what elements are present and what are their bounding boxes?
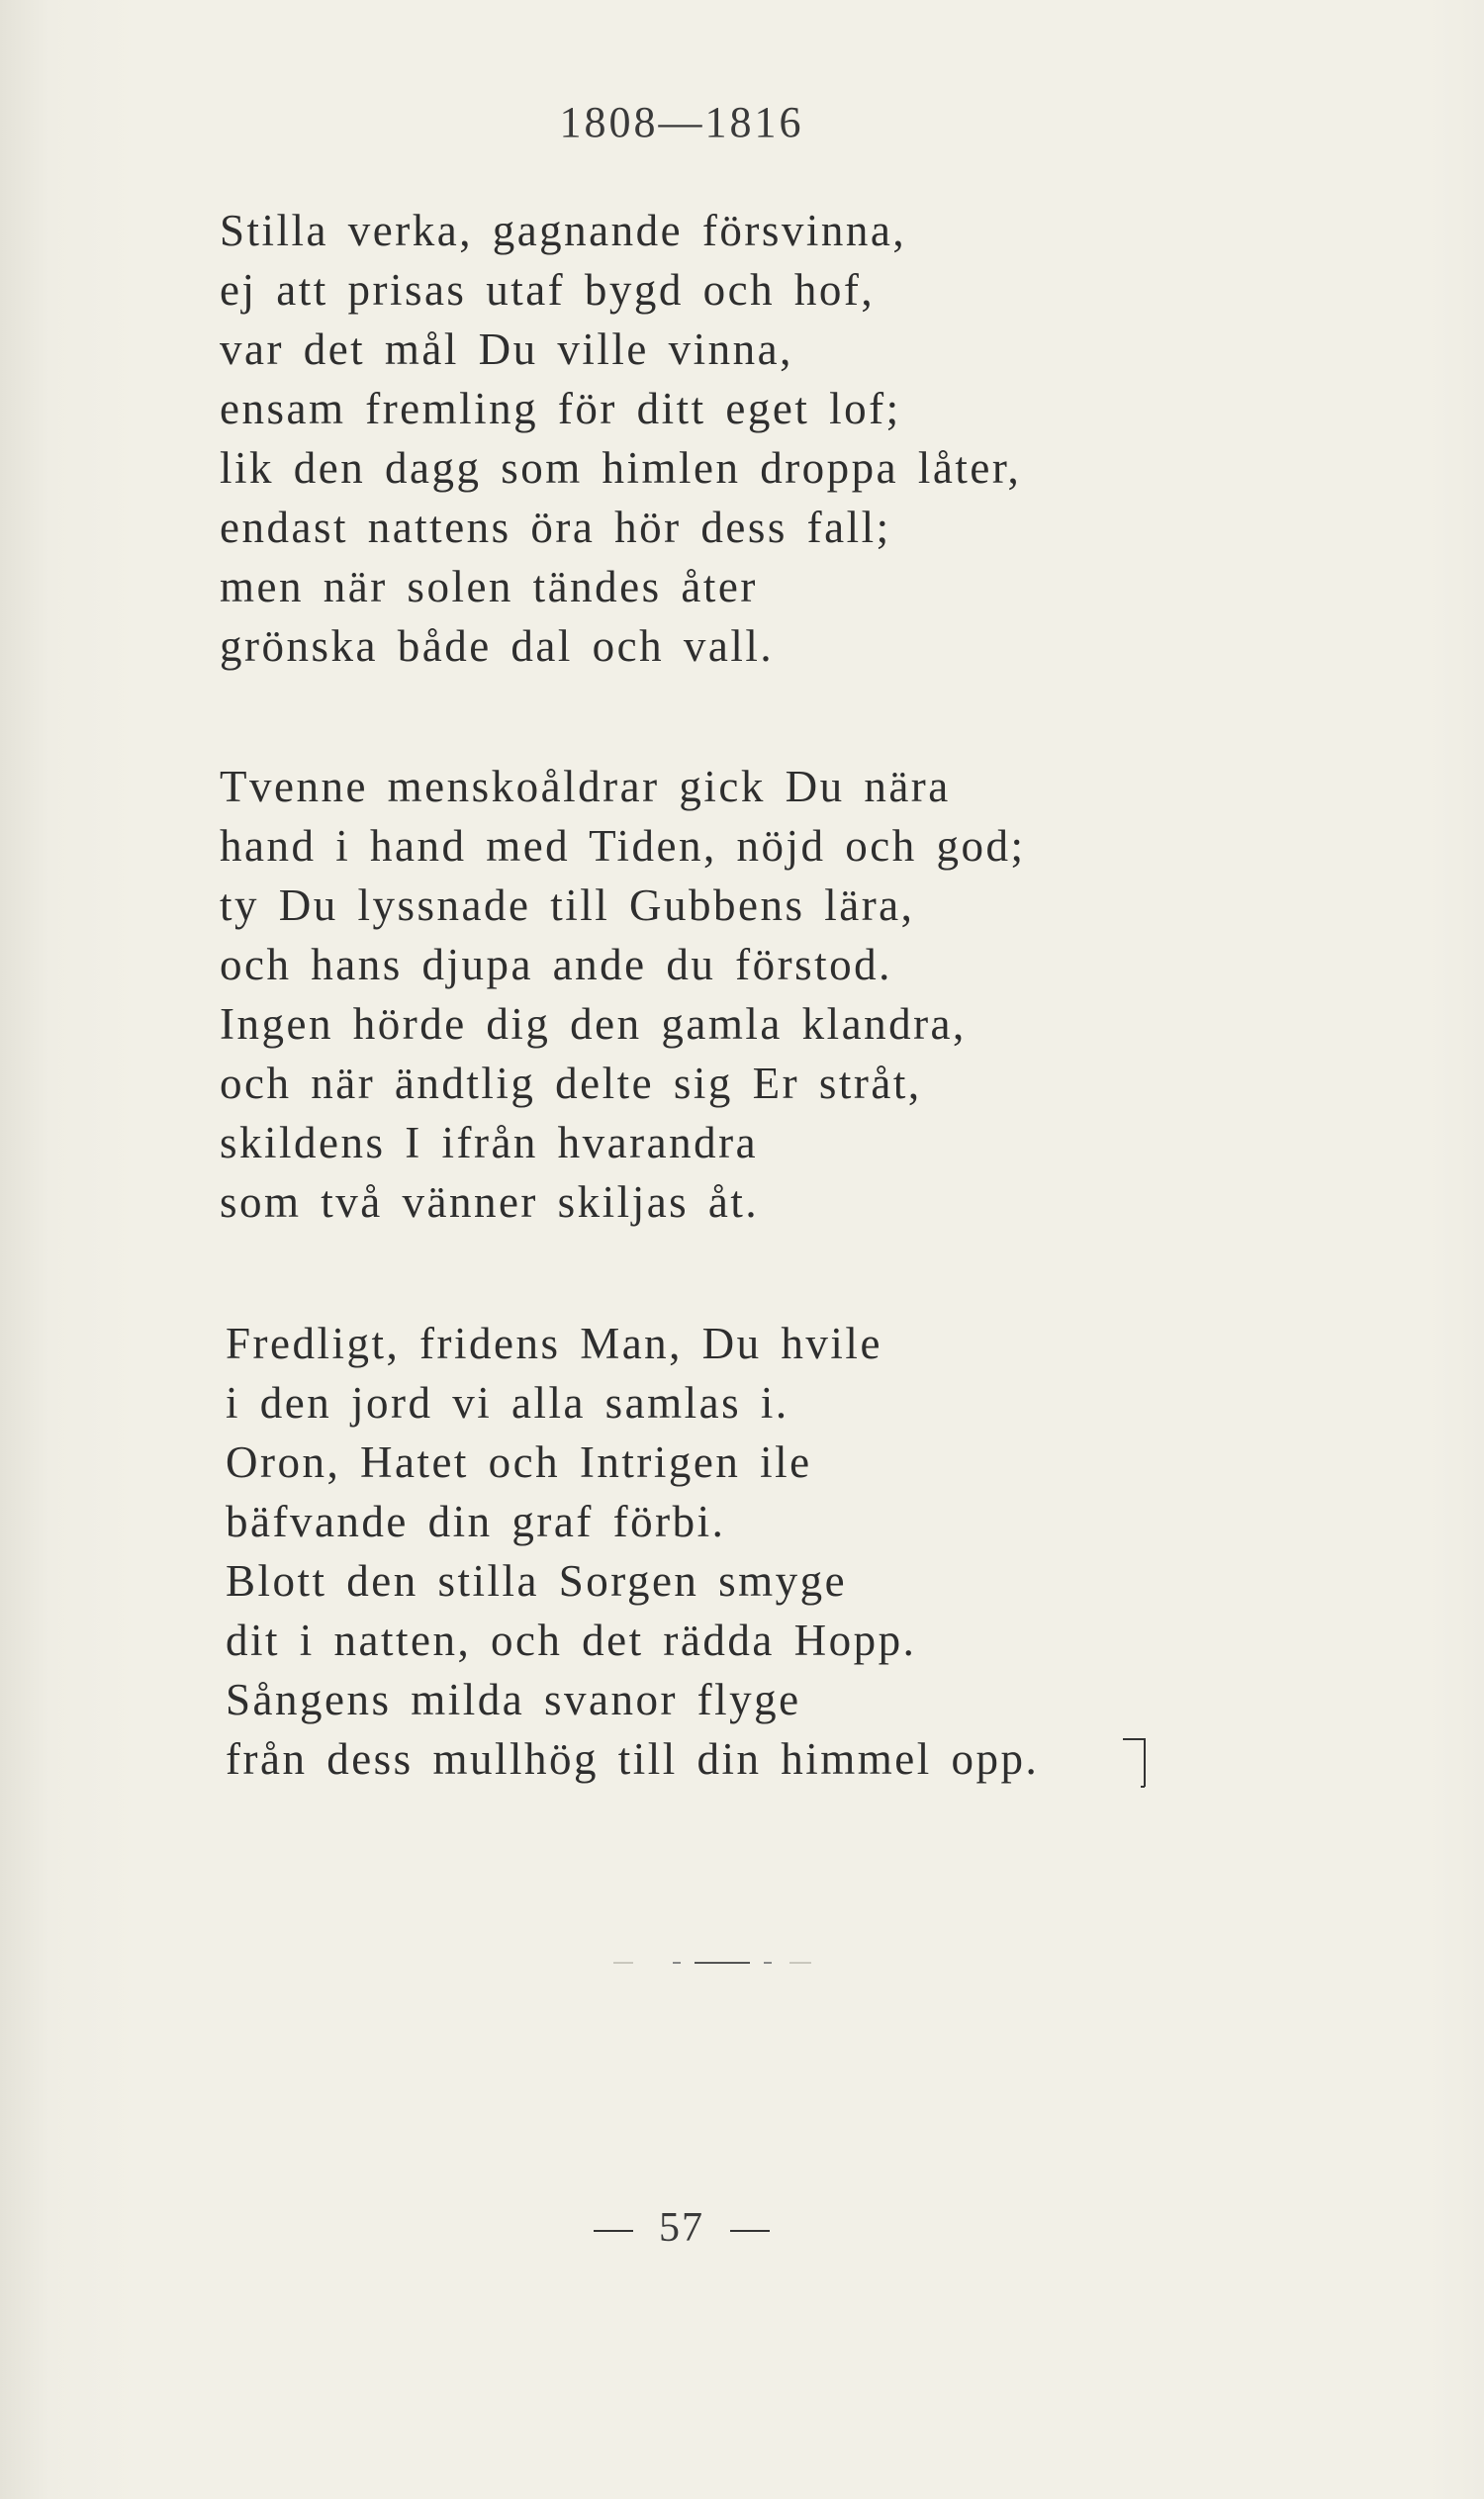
poem-line: ensam fremling för ditt eget lof;	[220, 384, 901, 433]
poem-line: skildens I ifrån hvarandra	[220, 1118, 759, 1167]
poem-line: ej att prisas utaf bygd och hof,	[220, 265, 876, 315]
poem-line: grönska både dal och vall.	[220, 621, 775, 671]
section-divider	[613, 1960, 811, 1966]
stanza-3	[226, 1314, 1039, 1789]
dash-right	[730, 2230, 770, 2232]
running-head: 1808—1816	[559, 98, 804, 146]
poem-line: Ingen hörde dig den gamla klandra,	[220, 999, 967, 1049]
poem-line: Blott den stilla Sorgen smyge	[226, 1556, 848, 1606]
bracket-mark-icon	[1119, 1733, 1151, 1793]
poem-line: men när solen tändes åter	[220, 562, 758, 611]
poem-line: ty Du lyssnade till Gubbens lära,	[220, 880, 915, 930]
poem-line: Tvenne menskoåldrar gick Du nära	[220, 762, 951, 811]
poem-line: Fredligt, fridens Man, Du hvile	[226, 1319, 882, 1368]
dash-left	[594, 2230, 633, 2232]
poem-line: och när ändtlig delte sig Er stråt,	[220, 1059, 922, 1108]
poem-line: Sångens milda svanor flyge	[226, 1675, 801, 1724]
poem-line: i den jord vi alla samlas i.	[226, 1378, 789, 1428]
poem-line: dit i natten, och det rädda Hopp.	[226, 1616, 917, 1665]
poem-line: från dess mullhög till din himmel opp.	[226, 1734, 1040, 1784]
page-number	[0, 2204, 1363, 2252]
page-number-value: 57	[659, 2205, 704, 2251]
poem-line: lik den dagg som himlen droppa låter,	[220, 443, 1022, 493]
poem-line: och hans djupa ande du förstod.	[220, 940, 892, 989]
poem-line: hand i hand med Tiden, nöjd och god;	[220, 821, 1026, 871]
poem-line: som två vänner skiljas åt.	[220, 1177, 760, 1227]
poem-line: endast nattens öra hör dess fall;	[220, 503, 891, 552]
stanza-2	[220, 757, 1025, 1232]
poem-line: Stilla verka, gagnande försvinna,	[220, 206, 907, 255]
stanza-1	[220, 201, 1021, 676]
poem-line: bäfvande din graf förbi.	[226, 1497, 726, 1546]
poem-line: Oron, Hatet och Intrigen ile	[226, 1437, 812, 1487]
poem-line: var det mål Du ville vinna,	[220, 324, 793, 374]
